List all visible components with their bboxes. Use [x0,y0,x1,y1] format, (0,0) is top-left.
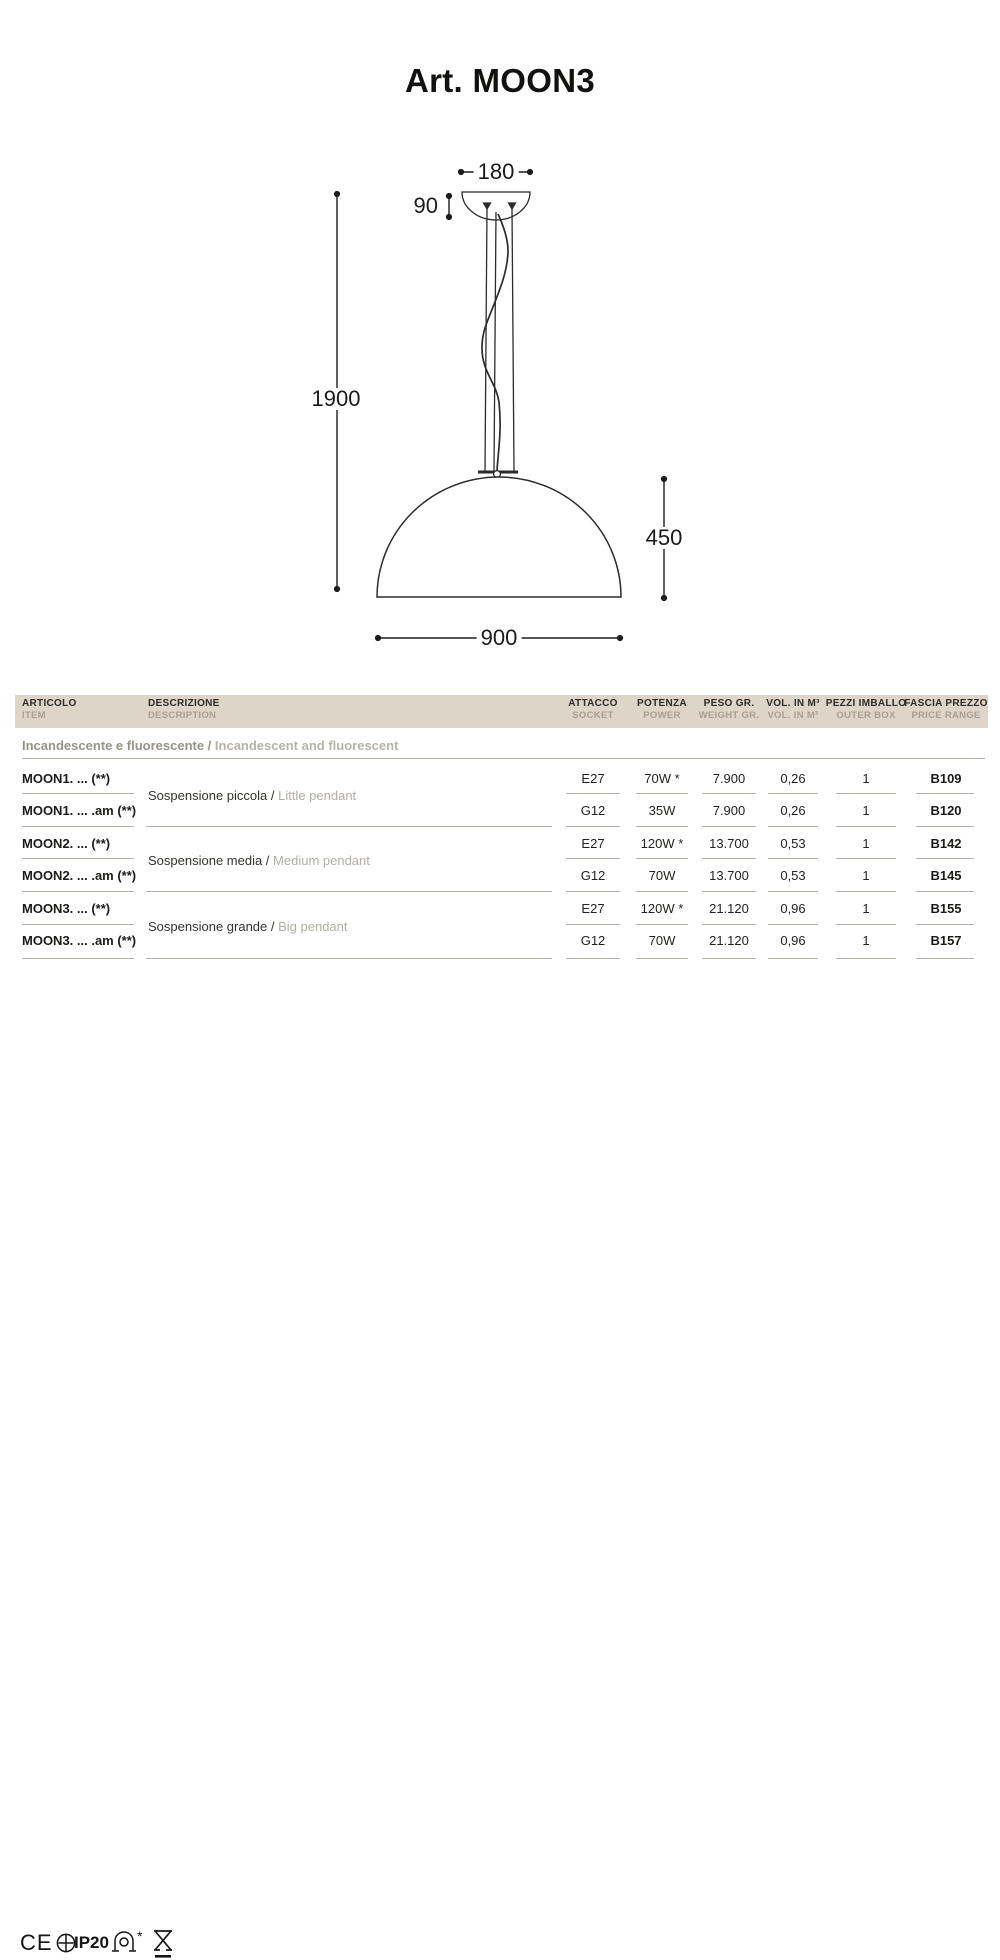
cable-anchor-left [484,203,491,209]
mounting-bar [478,471,518,474]
socket-cell: E27 [581,836,605,851]
pieces-cell: 1 [862,933,870,948]
divider [22,858,134,859]
divider [836,826,896,827]
socket-cell: E27 [581,771,605,786]
power-cell: 70W [648,868,676,883]
pieces-cell: 1 [862,901,870,916]
column-header-power: POTENZA POWER [637,698,687,721]
page-title: Art. MOON3 [404,62,595,99]
pieces-cell: 1 [862,771,870,786]
divider [636,958,688,959]
divider [146,958,552,959]
power-cell: 35W [648,803,676,818]
price-cell: B109 [930,771,962,786]
suspension-cable-middle [494,212,496,471]
price-cell: B142 [930,836,962,851]
divider [702,858,756,859]
divider [566,958,620,959]
price-cell: B120 [930,803,962,818]
description-cell: Sospensione media / Medium pendant [148,853,370,868]
column-header-description: DESCRIZIONE DESCRIPTION [148,698,220,721]
pieces-cell: 1 [862,868,870,883]
column-header-article: ARTICOLO ITEM [22,698,77,721]
dim-label-diffuser-height: 450 [642,527,687,549]
volume-cell: 0,26 [780,771,806,786]
ip-rating: IP20 [74,1933,109,1952]
divider [768,826,818,827]
socket-cell: G12 [580,868,606,883]
divider [566,826,620,827]
dim-label-suspension-length: 1900 [308,388,365,410]
divider [22,924,134,925]
description-cell: Sospensione piccola / Little pendant [148,788,357,803]
divider [636,826,688,827]
power-cell: 70W [648,933,676,948]
suspension-cable-right [512,208,514,471]
divider [768,793,818,794]
weight-cell: 7.900 [712,771,746,786]
divider [702,924,756,925]
lamp-fixture-icon [110,1928,138,1956]
divider [702,826,756,827]
cord-grip [494,471,501,478]
divider [916,958,974,959]
divider [836,858,896,859]
socket-cell: G12 [580,933,606,948]
article-cell: MOON2. ... .am (**) [22,868,137,883]
divider [566,858,620,859]
divider [636,891,688,892]
divider [22,758,985,759]
divider [836,924,896,925]
divider [636,793,688,794]
divider [768,958,818,959]
divider [636,924,688,925]
price-cell: B145 [930,868,962,883]
article-cell: MOON2. ... (**) [22,836,111,851]
weight-cell: 7.900 [712,803,746,818]
ce-mark: CE [20,1930,53,1955]
volume-cell: 0,96 [780,933,806,948]
divider [22,793,134,794]
column-header-socket: ATTACCO SOCKET [568,698,618,721]
dim-label-canopy-height: 90 [410,195,442,217]
divider [916,891,974,892]
volume-cell: 0,53 [780,868,806,883]
divider [916,924,974,925]
lamp-note-asterisk: * [137,1928,143,1944]
socket-cell: E27 [581,901,605,916]
power-cord [482,214,508,471]
volume-cell: 0,96 [780,901,806,916]
suspension-cable-left [485,208,487,471]
weight-cell: 13.700 [709,836,749,851]
weight-cell: 21.120 [709,901,749,916]
divider [22,826,134,827]
volume-cell: 0,53 [780,836,806,851]
divider [566,924,620,925]
weight-cell: 13.700 [709,868,749,883]
divider [146,891,552,892]
article-cell: MOON1. ... .am (**) [22,803,137,818]
divider [146,826,552,827]
divider [702,793,756,794]
divider [836,793,896,794]
divider [768,924,818,925]
divider [768,891,818,892]
section-heading: Incandescente e fluorescente / Incandescent and fluorescent [22,738,399,753]
column-header-weight: PESO GR. WEIGHT GR. [698,698,760,721]
column-header-outer-box: PEZZI IMBALLO OUTER BOX [825,698,907,721]
divider [566,891,620,892]
dim-line-canopy-height [447,194,452,220]
divider [836,958,896,959]
ceiling-canopy [462,192,530,220]
weight-cell: 21.120 [709,933,749,948]
power-cell: 120W * [640,836,684,851]
divider [916,793,974,794]
pieces-cell: 1 [862,836,870,851]
dome-diffuser [377,477,621,597]
cable-anchor-right [509,203,516,209]
divider [22,958,134,959]
volume-cell: 0,26 [780,803,806,818]
column-header-volume: VOL. IN M³ VOL. IN M³ [766,698,820,721]
divider [22,891,134,892]
pieces-cell: 1 [862,803,870,818]
divider [916,826,974,827]
price-cell: B157 [930,933,962,948]
divider [836,891,896,892]
power-cell: 70W * [644,771,680,786]
description-cell: Sospensione grande / Big pendant [148,919,348,934]
dim-label-canopy-width: 180 [474,161,519,183]
socket-cell: G12 [580,803,606,818]
article-cell: MOON1. ... (**) [22,771,111,786]
divider [636,858,688,859]
price-cell: B155 [930,901,962,916]
divider [702,958,756,959]
article-cell: MOON3. ... (**) [22,901,111,916]
divider [702,891,756,892]
divider [566,793,620,794]
divider [916,858,974,859]
dim-label-diffuser-width: 900 [477,627,522,649]
power-cell: 120W * [640,901,684,916]
column-header-price-range: FASCIA PREZZO PRICE RANGE [904,698,988,721]
article-cell: MOON3. ... .am (**) [22,933,137,948]
divider [768,858,818,859]
no-flammable-surface-icon [150,1928,176,1960]
